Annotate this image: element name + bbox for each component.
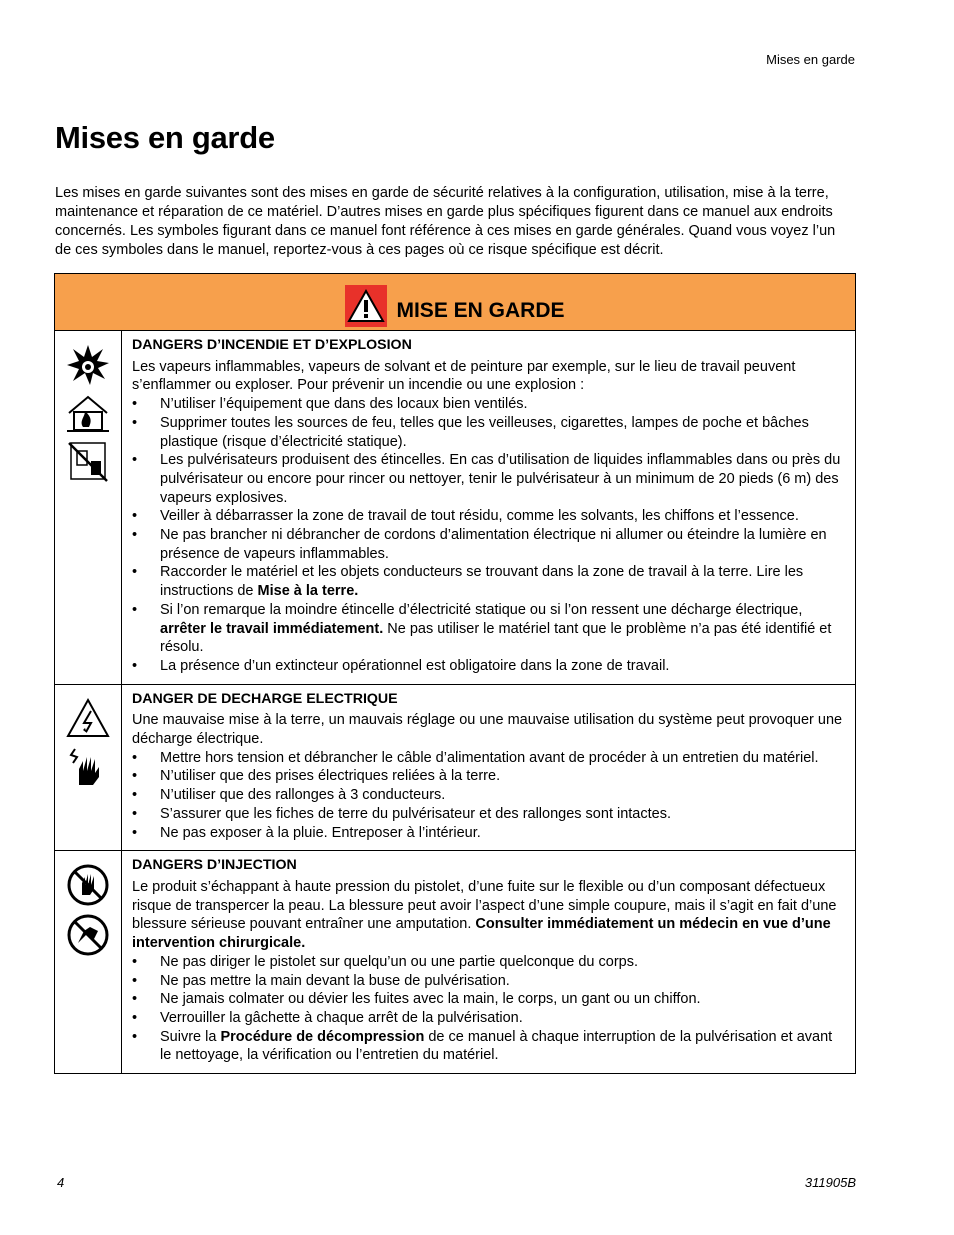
section-icons [55, 685, 122, 851]
no-spray-injection-icon [66, 913, 110, 957]
section-icons [55, 331, 122, 684]
section-title: DANGERS D’INCENDIE ET D’EXPLOSION [132, 337, 412, 353]
intro-paragraph: Les mises en garde suivantes sont des mises en garde de sécurité relatives à la configuration, utilisation, mise à la terre, maintenance et réparation de ce matériel. D’autres mises en garde plus spécifiques figurent dans ce manuel aux endroits concernés. Les symboles figurant dans ce manuel font référence à ces mises en garde générales. Quand vous voyez l’un de ces symboles dans le manuel, reportez-vous à ces pages où ce risque spécifique est décrit. [55, 185, 836, 258]
bold-instruction: Consulter immédiatement un médecin en vue d’une intervention chirurgicale. [132, 916, 831, 952]
bold-instruction: arrêter le travail immédiatement. [160, 620, 384, 637]
section-text [122, 331, 855, 684]
bullet-item: • Supprimer toutes les sources de feu, telles que les veilleuses, cigarettes, lampes de poche et bâches plastique (risque d’électricité statique). [132, 414, 847, 451]
bold-reference: Procédure de décompression [220, 1028, 425, 1045]
bullet-list [132, 395, 847, 676]
bullet-item: • Suivre la Procédure de décompression de ce manuel à chaque interruption de la pulvérisation et avant le nettoyage, la vérification ou l’entretien du matériel. [132, 1028, 847, 1065]
section-text [122, 685, 855, 851]
warning-header [55, 274, 855, 331]
bullet-item: • Ne pas diriger le pistolet sur quelqu’un ou une partie quelconque du corps. [132, 953, 847, 972]
section-intro: Le produit s’échappant à haute pression du pistolet, d’une fuite sur le flexible ou d’un composant défectueux risque de transpercer la peau. La blessure peut avoir l’aspect d’une simple coupure, mais il s’agit en fait d’une blessure sérieuse pouvant entraîner une amputation. Consulter immédiatement un médecin en vue d’une intervention chirurgicale. [132, 878, 837, 952]
section-intro: Les vapeurs inflammables, vapeurs de solvant et de peinture par exemple, sur le lieu de travail peuvent s’enflammer ou exploser. Pour prévenir un incendie ou une explosion : [132, 358, 796, 394]
shocked-hand-icon [65, 745, 111, 787]
section-injection [55, 851, 855, 1073]
bullet-item: • Si l’on remarque la moindre étincelle d’électricité statique ou si l’on ressent une décharge électrique, arrêter le travail immédiatement. Ne pas utiliser le matériel tant que le problème n’a pas été identifié et résolu. [132, 601, 847, 657]
section-title: DANGER DE DECHARGE ELECTRIQUE [132, 690, 398, 707]
warning-header-label: MISE EN GARDE [396, 299, 565, 322]
warning-triangle-icon [345, 285, 387, 327]
bullet-list [132, 749, 847, 843]
bullet-item: • Mettre hors tension et débrancher le câble d’alimentation avant de procéder à un entretien du matériel. [132, 749, 847, 768]
page-number: 4 [57, 1175, 65, 1190]
bullet-item: • Les pulvérisateurs produisent des étincelles. En cas d’utilisation de liquides inflammables dans ou près du pulvérisateur ou encore pour rincer ou nettoyer, tenir le pulvérisateur à un minimum de 20 pieds (6 m) des vapeurs explosives. [132, 451, 847, 507]
bullet-item: • La présence d’un extincteur opérationnel est obligatoire dans la zone de travail. [132, 657, 847, 676]
section-text [122, 851, 855, 1073]
page-title: Mises en garde [55, 120, 275, 155]
bullet-item: • S’assurer que les fiches de terre du pulvérisateur et des rallonges sont intactes. [132, 805, 847, 824]
bullet-item: • Ne pas exposer à la pluie. Entreposer à l’intérieur. [132, 824, 847, 843]
no-hand-icon [66, 863, 110, 907]
bullet-item: • Raccorder le matériel et les objets conducteurs se trouvant dans la zone de travail à la terre. Lire les instructions de Mise à la terre. [132, 563, 847, 600]
explosion-icon [65, 343, 111, 387]
bullet-item: • Ne pas brancher ni débrancher de cordons d’alimentation électrique ni allumer ou éteindre la lumière en présence de vapeurs inflammables. [132, 526, 847, 563]
bullet-item: • Ne pas mettre la main devant la buse de pulvérisation. [132, 972, 847, 991]
electric-shock-icon [65, 697, 111, 739]
bullet-item: • N’utiliser l’équipement que dans des locaux bien ventilés. [132, 395, 847, 414]
doc-number: 311905B [804, 1175, 856, 1190]
bullet-list [132, 953, 847, 1065]
bullet-item: • Veiller à débarrasser la zone de travail de tout résidu, comme les solvants, les chiffons et l’essence. [132, 507, 847, 526]
section-intro: Une mauvaise mise à la terre, un mauvais réglage ou une mauvaise utilisation du système peut provoquer une décharge électrique. [132, 712, 843, 748]
warning-table [54, 273, 856, 1074]
bold-reference: Mise à la terre. [257, 583, 359, 600]
section-icons [55, 851, 122, 1073]
bullet-item: • Ne jamais colmater ou dévier les fuites avec la main, le corps, un gant ou un chiffon. [132, 990, 847, 1009]
bullet-item: • N’utiliser que des rallonges à 3 conducteurs. [132, 786, 847, 805]
section-electric-shock [55, 685, 855, 852]
fire-house-icon [65, 393, 111, 433]
bullet-item: • N’utiliser que des prises électriques reliées à la terre. [132, 767, 847, 786]
section-fire-explosion [55, 331, 855, 685]
section-title: DANGERS D’INJECTION [132, 857, 297, 874]
no-spark-icon [65, 439, 111, 483]
bullet-item: • Verrouiller la gâchette à chaque arrêt de la pulvérisation. [132, 1009, 847, 1028]
running-head: Mises en garde [766, 52, 855, 67]
